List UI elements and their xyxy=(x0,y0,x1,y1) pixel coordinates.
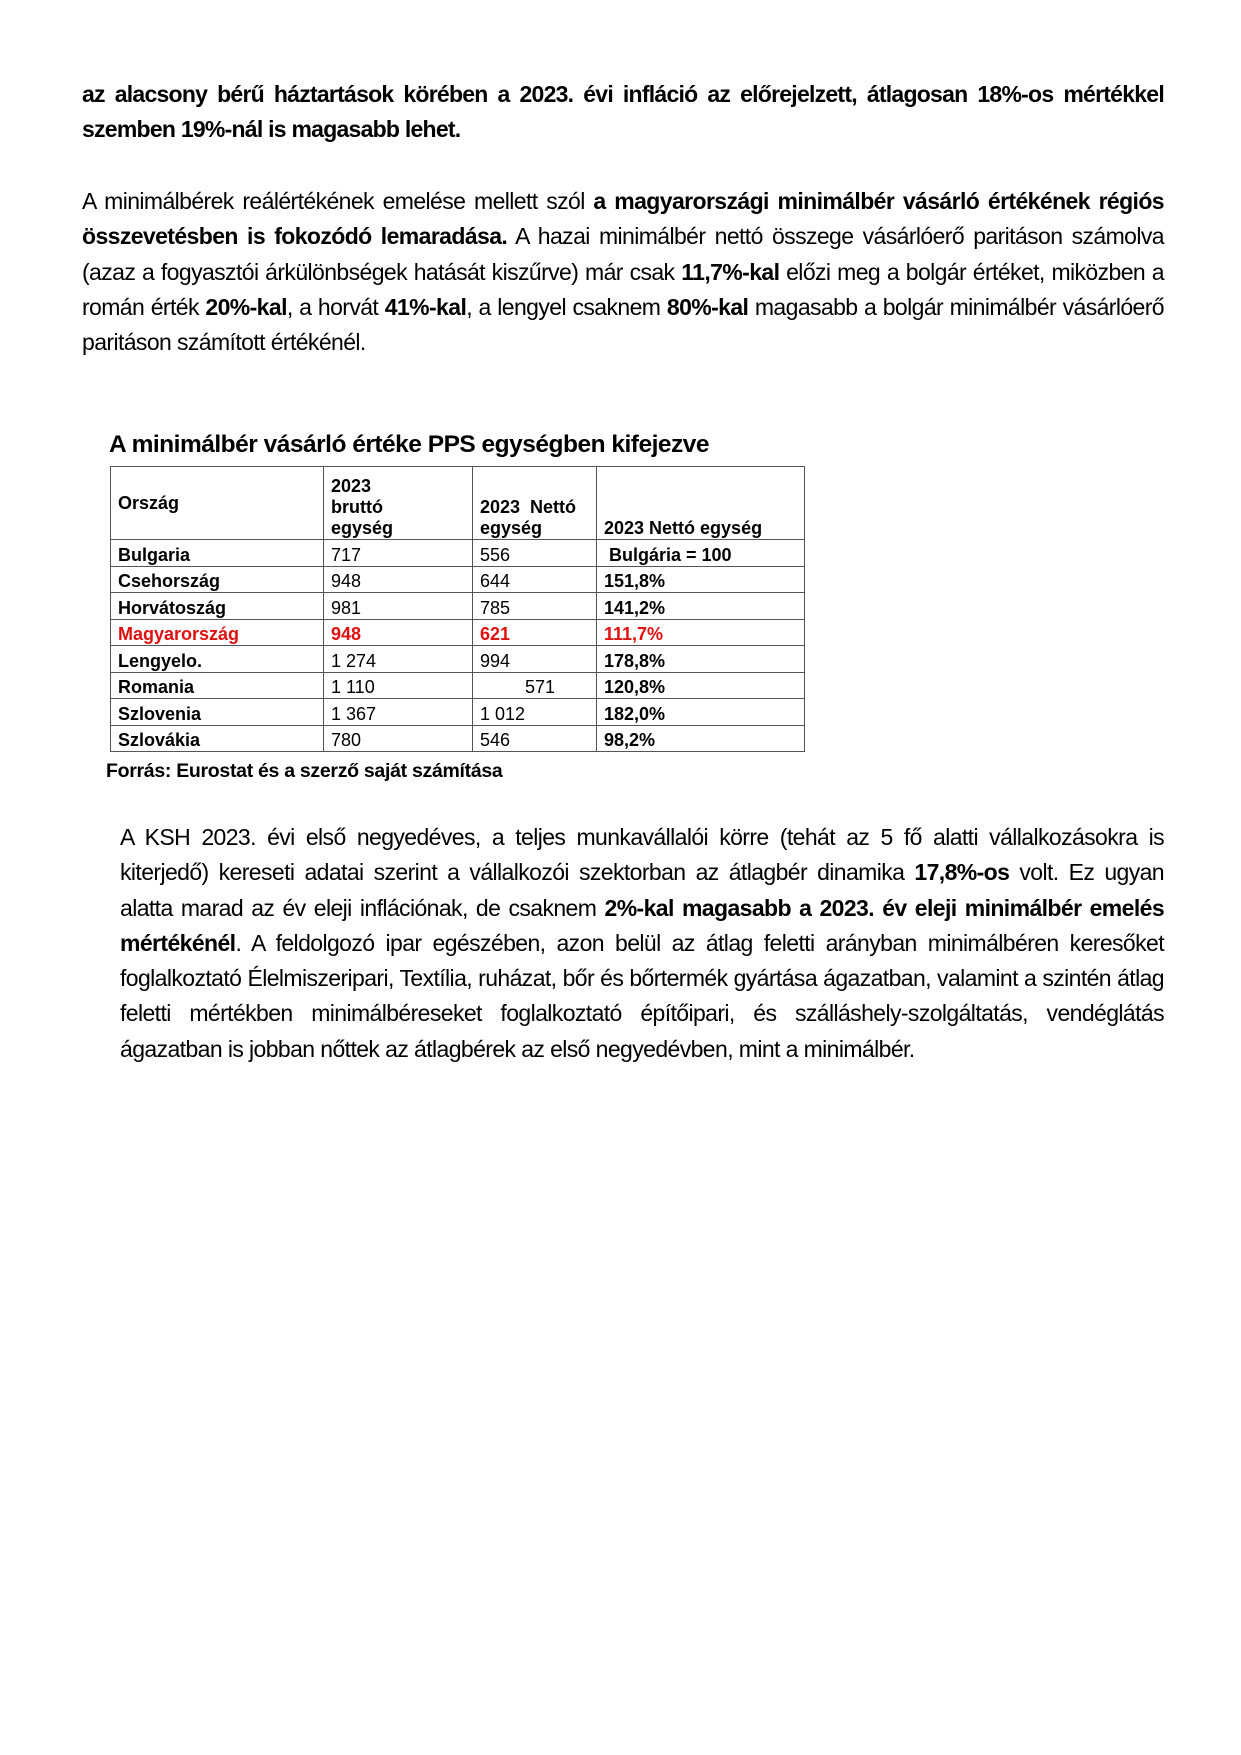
header-line: Ország xyxy=(118,492,180,513)
gross-cell: 780 xyxy=(324,725,473,752)
text-run: A minimálbérek reálértékének emelése mellett szól xyxy=(82,188,594,214)
bold-text-run: 41%-kal xyxy=(384,293,467,320)
gross-cell: 948 xyxy=(324,566,473,593)
table-source-note: Forrás: Eurostat és a szerző saját számítása xyxy=(106,760,503,782)
paragraph-ksh-wages xyxy=(120,820,1164,1067)
table-row xyxy=(111,725,805,752)
text-run: magasabb a bolgár minimálbér vásárlóerő paritáson számított értékénél. xyxy=(82,293,1164,356)
bold-text-run: 2%-kal magasabb a 2023. év eleji minimálbér emelés mértékénél xyxy=(120,894,1165,956)
net-cell: 571 xyxy=(473,672,597,699)
bold-text-run: 20%-kal xyxy=(205,293,287,320)
table-row xyxy=(111,593,805,620)
table-row xyxy=(111,672,805,699)
pps-table xyxy=(110,466,805,752)
country-cell: Magyarország xyxy=(111,619,324,646)
text-run: A hazai minimálbér nettó összege vásárlóerő paritáson számolva (azaz a fogyasztói árkülönbségek hatását kiszűrve) már csak xyxy=(82,223,1164,285)
gross-cell: 1 367 xyxy=(324,699,473,726)
bold-text-run: az alacsony bérű háztartások körében a 2023. évi infláció az előrejelzett, átlagosan 18%-os mértékkel szemben 19%-nál is magasabb lehet. xyxy=(82,81,1164,143)
country-cell: Csehország xyxy=(111,566,324,593)
header-line: bruttó xyxy=(331,497,383,517)
table-row xyxy=(111,566,805,593)
index-cell: Bulgária = 100 xyxy=(597,540,805,567)
text-run: , a lengyel csaknem xyxy=(466,293,667,320)
table-row xyxy=(111,619,805,646)
paragraph-minimum-wage-comparison xyxy=(82,184,1164,360)
header-line: 2023 xyxy=(331,476,372,496)
country-cell: Bulgaria xyxy=(111,540,324,567)
table-row xyxy=(111,699,805,726)
country-cell: Szlovákia xyxy=(111,725,324,752)
header-net xyxy=(473,467,597,540)
table-row xyxy=(111,646,805,673)
header-line: 2023 Nettó xyxy=(480,497,577,517)
country-cell: Lengyelo. xyxy=(111,646,324,673)
gross-cell: 948 xyxy=(324,619,473,646)
gross-cell: 1 110 xyxy=(324,672,473,699)
header-country xyxy=(111,467,324,540)
bold-text-run: 17,8%-os xyxy=(914,859,1010,886)
net-cell: 621 xyxy=(473,619,597,646)
net-cell: 994 xyxy=(473,646,597,673)
text-run: . A feldolgozó ipar egészében, azon belül az átlag feletti arányban minimálbéren keresőket foglalkoztató Élelmiszeripari, Textília, ruházat, bőr és bőrtermék gyártása ágazatban, valamint a szintén átlag feletti mértékben minimálbéreseket foglalkoztató építőipari, és szálláshely-szolgáltatás, vendéglátás ágazatban is jobban nőttek az átlagbérek az első negyedévben, mint a minimálbér. xyxy=(120,929,1164,1062)
bold-text-run: a magyarországi minimálbér vásárló értékének régiós összevetésben is fokozódó lemaradása. xyxy=(82,188,1164,250)
text-run: , a horvát xyxy=(286,293,385,320)
net-cell: 556 xyxy=(473,540,597,567)
text-run: volt. Ez ugyan alatta marad az év eleji inflációnak, de csaknem xyxy=(120,859,1164,921)
net-cell: 785 xyxy=(473,593,597,620)
net-cell: 546 xyxy=(473,725,597,752)
text-run: előzi meg a bolgár értéket, miközben a román érték xyxy=(82,258,1165,320)
table-header-row xyxy=(111,467,805,540)
index-cell: 120,8% xyxy=(597,672,805,699)
gross-cell: 1 274 xyxy=(324,646,473,673)
index-cell: 182,0% xyxy=(597,699,805,726)
text-run: A KSH 2023. évi első negyedéves, a teljes munkavállalói körre (tehát az 5 fő alatti vállalkozásokra is kiterjedő) kereseti adatai szerint a vállalkozói szektorban az átlagbér dinamika xyxy=(120,824,1164,886)
header-line: 2023 Nettó egység xyxy=(604,518,763,538)
bold-text-run: 80%-kal xyxy=(666,293,749,320)
header-line: egység xyxy=(480,518,543,538)
table-body xyxy=(111,540,805,752)
gross-cell: 981 xyxy=(324,593,473,620)
gross-cell: 717 xyxy=(324,540,473,567)
country-cell: Romania xyxy=(111,672,324,699)
index-cell: 141,2% xyxy=(597,593,805,620)
net-cell: 1 012 xyxy=(473,699,597,726)
index-cell: 151,8% xyxy=(597,566,805,593)
header-gross xyxy=(324,467,473,540)
country-cell: Horvátoszág xyxy=(111,593,324,620)
table-title: A minimálbér vásárló értéke PPS egységben kifejezve xyxy=(109,431,710,458)
header-line: egység xyxy=(331,518,394,538)
index-cell: 178,8% xyxy=(597,646,805,673)
country-cell: Szlovenia xyxy=(111,699,324,726)
bold-text-run: 11,7%-kal xyxy=(681,258,780,285)
net-cell: 644 xyxy=(473,566,597,593)
table-row xyxy=(111,540,805,567)
paragraph-inflation xyxy=(82,77,1164,148)
header-net-index xyxy=(597,467,805,540)
index-cell: 98,2% xyxy=(597,725,805,752)
index-cell: 111,7% xyxy=(597,619,805,646)
